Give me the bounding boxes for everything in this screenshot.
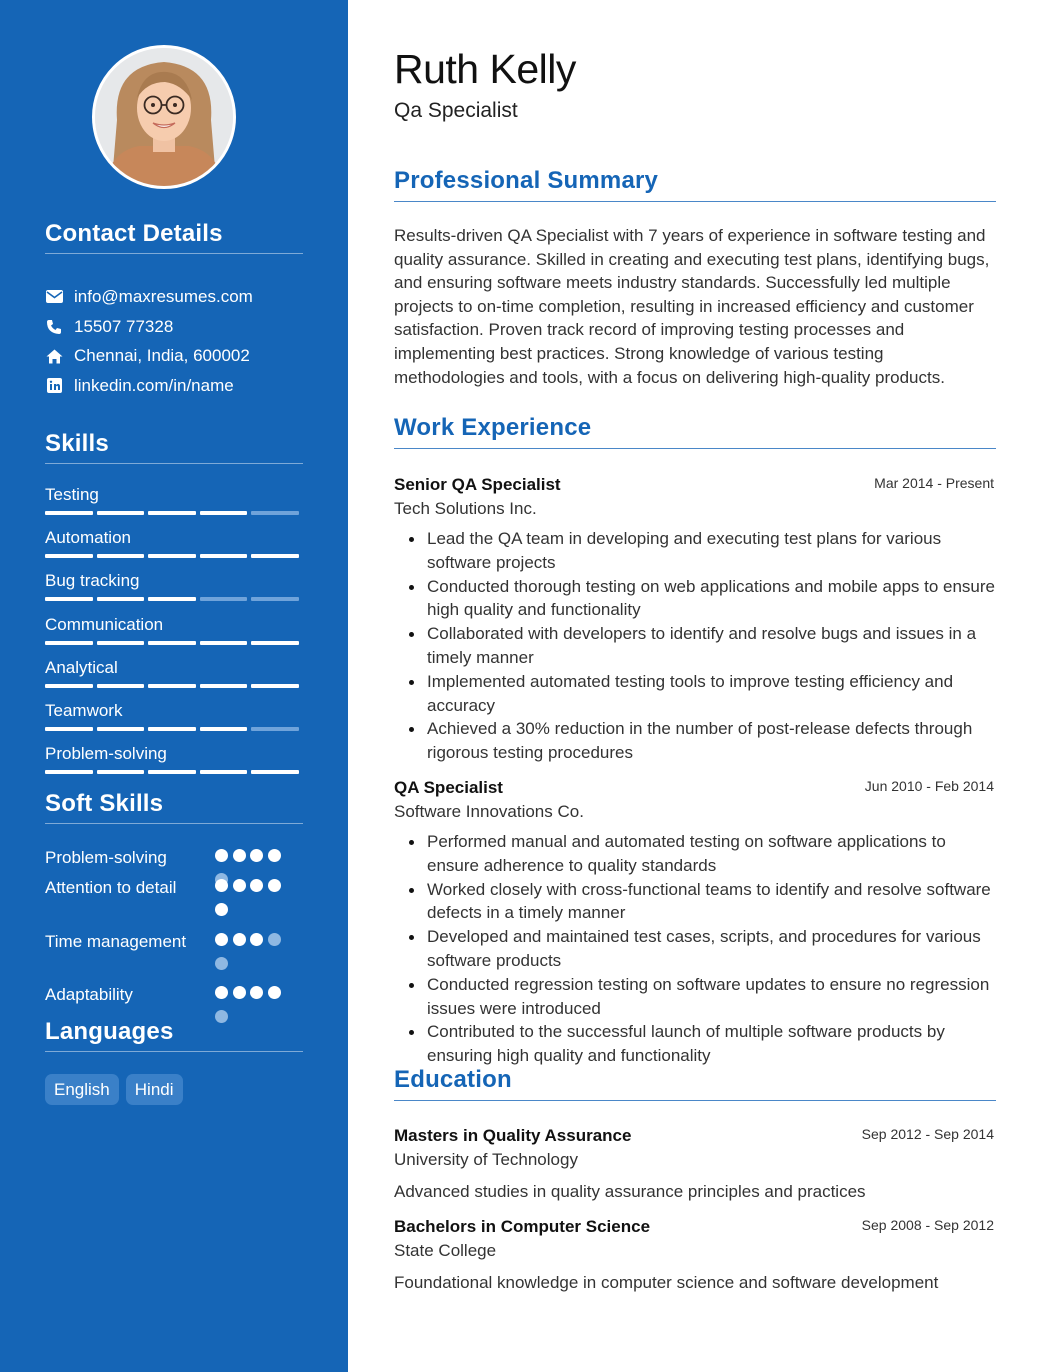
skill-item bbox=[45, 523, 303, 566]
soft-skills-title: Soft Skills bbox=[45, 790, 303, 824]
linkedin-icon bbox=[45, 377, 63, 395]
job-company: Tech Solutions Inc. bbox=[394, 499, 537, 518]
education-section bbox=[394, 1065, 996, 1101]
job-title: Senior QA Specialist bbox=[394, 475, 561, 494]
candidate-name: Ruth Kelly bbox=[394, 46, 576, 92]
rating-dot-empty bbox=[268, 933, 281, 946]
education-school: University of Technology bbox=[394, 1150, 578, 1169]
rating-dot-filled bbox=[233, 849, 246, 862]
job-title: QA Specialist bbox=[394, 778, 503, 797]
soft-skill-item bbox=[45, 868, 303, 922]
education-school: State College bbox=[394, 1241, 497, 1260]
job-entry bbox=[394, 776, 996, 1068]
contact-list bbox=[45, 282, 303, 401]
skill-name: Teamwork bbox=[45, 700, 123, 720]
candidate-role: Qa Specialist bbox=[394, 99, 518, 122]
rating-dot-filled bbox=[268, 849, 281, 862]
job-bullet: Achieved a 30% reduction in the number of post-release defects through rigorous testing procedures bbox=[394, 717, 996, 765]
contact-email[interactable] bbox=[45, 282, 303, 312]
rating-dot-filled bbox=[215, 903, 228, 916]
skill-segment-empty bbox=[251, 597, 299, 601]
rating-dot-filled bbox=[215, 986, 228, 999]
soft-skill-rating bbox=[215, 933, 291, 970]
skill-segment-filled bbox=[148, 684, 196, 688]
skill-segment-filled bbox=[200, 641, 248, 645]
rating-dot-filled bbox=[250, 879, 263, 892]
main-content bbox=[394, 0, 996, 1372]
rating-dot-filled bbox=[268, 879, 281, 892]
skill-segment-filled bbox=[45, 727, 93, 731]
soft-skill-item bbox=[45, 975, 303, 1005]
rating-dot-filled bbox=[233, 933, 246, 946]
skill-level-bar bbox=[45, 511, 299, 515]
skill-level-bar bbox=[45, 597, 299, 601]
languages-list bbox=[45, 1074, 303, 1105]
contact-address bbox=[45, 341, 303, 371]
summary-text: Results-driven QA Specialist with 7 years of experience in software testing and quality assurance. Skilled in creating and executing test plans, identifying bugs, and ensuring software meets industry standards. Successfully led multiple projects to on-time completion, resulting in increased efficiency and customer satisfaction. Proven track record of improving testing processes and implementing best practices. Strong knowledge of various testing methodologies and tools, with a focus on delivering high-quality products. bbox=[394, 226, 990, 387]
job-dates: Mar 2014 - Present bbox=[874, 475, 994, 491]
skill-segment-filled bbox=[148, 770, 196, 774]
rating-dot-filled bbox=[215, 849, 228, 862]
job-bullets bbox=[394, 527, 996, 765]
skill-segment-filled bbox=[200, 511, 248, 515]
rating-dot-filled bbox=[233, 879, 246, 892]
skill-segment-filled bbox=[148, 727, 196, 731]
skill-level-bar bbox=[45, 554, 299, 558]
education-description: Advanced studies in quality assurance principles and practices bbox=[394, 1182, 866, 1201]
skill-segment-filled bbox=[97, 511, 145, 515]
skill-item bbox=[45, 653, 303, 696]
contact-email-text: info@maxresumes.com bbox=[74, 286, 253, 306]
rating-dot-filled bbox=[250, 986, 263, 999]
skill-segment-filled bbox=[97, 770, 145, 774]
skill-level-bar bbox=[45, 727, 299, 731]
education-header bbox=[394, 1124, 996, 1148]
skill-name: Automation bbox=[45, 528, 131, 548]
contact-phone[interactable] bbox=[45, 312, 303, 342]
rating-dot-empty bbox=[215, 957, 228, 970]
skills-section bbox=[45, 430, 303, 782]
contact-title: Contact Details bbox=[45, 220, 303, 254]
education-entry bbox=[394, 1124, 996, 1203]
skill-segment-filled bbox=[200, 727, 248, 731]
education-degree: Masters in Quality Assurance bbox=[394, 1126, 632, 1145]
skill-segment-filled bbox=[148, 641, 196, 645]
language-tag: English bbox=[45, 1074, 119, 1105]
soft-skill-item bbox=[45, 922, 303, 976]
skill-segment-filled bbox=[251, 554, 299, 558]
skill-segment-filled bbox=[97, 641, 145, 645]
soft-skills-section bbox=[45, 790, 303, 1005]
skill-segment-filled bbox=[45, 684, 93, 688]
skills-title: Skills bbox=[45, 430, 303, 464]
languages-title: Languages bbox=[45, 1018, 303, 1052]
skill-segment-empty bbox=[251, 511, 299, 515]
job-header bbox=[394, 473, 996, 497]
contact-section bbox=[45, 220, 303, 401]
skill-segment-filled bbox=[97, 554, 145, 558]
skill-segment-filled bbox=[200, 554, 248, 558]
education-description: Foundational knowledge in computer science and software development bbox=[394, 1273, 939, 1292]
summary-section bbox=[394, 166, 996, 389]
job-entry bbox=[394, 473, 996, 765]
skill-item bbox=[45, 696, 303, 739]
soft-skill-item bbox=[45, 838, 303, 868]
skill-name: Analytical bbox=[45, 657, 118, 677]
education-dates: Sep 2012 - Sep 2014 bbox=[861, 1126, 994, 1142]
skill-segment-filled bbox=[200, 770, 248, 774]
job-dates: Jun 2010 - Feb 2014 bbox=[864, 778, 994, 794]
job-company: Software Innovations Co. bbox=[394, 802, 584, 821]
skill-name: Communication bbox=[45, 614, 164, 634]
education-title: Education bbox=[394, 1065, 996, 1101]
job-bullet: Worked closely with cross-functional teams to identify and resolve software defects in a timely manner bbox=[394, 878, 996, 926]
job-bullet: Contributed to the successful launch of multiple software products by ensuring high quality and functionality bbox=[394, 1020, 996, 1068]
phone-icon bbox=[45, 318, 63, 336]
soft-skills-list bbox=[45, 838, 303, 1005]
skill-segment-filled bbox=[148, 554, 196, 558]
job-bullet: Conducted regression testing on software updates to ensure no regression issues were introduced bbox=[394, 973, 996, 1021]
job-bullet: Performed manual and automated testing on software applications to ensure adherence to quality standards bbox=[394, 830, 996, 878]
job-bullet: Implemented automated testing tools to improve testing efficiency and accuracy bbox=[394, 670, 996, 718]
rating-dot-filled bbox=[233, 986, 246, 999]
contact-linkedin-text: linkedin.com/in/name bbox=[74, 375, 234, 395]
rating-dot-filled bbox=[215, 933, 228, 946]
skill-segment-empty bbox=[251, 727, 299, 731]
skill-segment-filled bbox=[45, 511, 93, 515]
skill-segment-filled bbox=[45, 597, 93, 601]
job-bullet: Collaborated with developers to identify and resolve bugs and issues in a timely manner bbox=[394, 622, 996, 670]
skill-item bbox=[45, 610, 303, 653]
skill-item bbox=[45, 480, 303, 523]
skill-item bbox=[45, 739, 303, 782]
skill-segment-filled bbox=[45, 770, 93, 774]
rating-dot-filled bbox=[250, 849, 263, 862]
skill-level-bar bbox=[45, 684, 299, 688]
soft-skill-name: Adaptability bbox=[45, 985, 133, 1004]
skill-name: Testing bbox=[45, 485, 99, 504]
rating-dot-filled bbox=[250, 933, 263, 946]
skill-segment-filled bbox=[251, 770, 299, 774]
contact-linkedin[interactable] bbox=[45, 371, 303, 401]
job-bullet: Lead the QA team in developing and executing test plans for various software projects bbox=[394, 527, 996, 575]
languages-section bbox=[45, 1018, 303, 1105]
skill-segment-filled bbox=[97, 684, 145, 688]
language-tag: Hindi bbox=[126, 1074, 183, 1105]
job-bullet: Conducted thorough testing on web applications and mobile apps to ensure high quality and functionality bbox=[394, 575, 996, 623]
sidebar bbox=[0, 0, 348, 1372]
contact-address-text: Chennai, India, 600002 bbox=[74, 346, 250, 366]
summary-title: Professional Summary bbox=[394, 166, 996, 202]
skill-name: Problem-solving bbox=[45, 744, 167, 764]
rating-dot-filled bbox=[268, 986, 281, 999]
home-icon bbox=[45, 347, 63, 365]
skill-item bbox=[45, 566, 303, 609]
skill-segment-filled bbox=[148, 511, 196, 515]
skill-segment-filled bbox=[148, 597, 196, 601]
job-header bbox=[394, 776, 996, 800]
education-header bbox=[394, 1215, 996, 1239]
skill-segment-filled bbox=[251, 641, 299, 645]
skill-segment-empty bbox=[200, 597, 248, 601]
soft-skill-name: Time management bbox=[45, 931, 187, 951]
soft-skill-name: Problem-solving bbox=[45, 848, 167, 867]
skill-segment-filled bbox=[251, 684, 299, 688]
experience-section bbox=[394, 413, 996, 449]
education-entry bbox=[394, 1215, 996, 1294]
skill-segment-filled bbox=[97, 727, 145, 731]
skills-list bbox=[45, 480, 303, 782]
profile-photo bbox=[92, 45, 236, 189]
skill-segment-filled bbox=[45, 554, 93, 558]
skill-level-bar bbox=[45, 641, 299, 645]
skill-level-bar bbox=[45, 770, 299, 774]
experience-title: Work Experience bbox=[394, 413, 996, 449]
job-bullets bbox=[394, 830, 996, 1068]
avatar-illustration bbox=[95, 48, 233, 186]
job-bullet: Developed and maintained test cases, scripts, and procedures for various software products bbox=[394, 925, 996, 973]
skill-segment-filled bbox=[45, 641, 93, 645]
contact-phone-text: 15507 77328 bbox=[74, 316, 174, 336]
skill-segment-filled bbox=[200, 684, 248, 688]
soft-skill-rating bbox=[215, 879, 291, 916]
skill-segment-filled bbox=[97, 597, 145, 601]
education-degree: Bachelors in Computer Science bbox=[394, 1217, 651, 1236]
envelope-icon bbox=[45, 288, 63, 306]
education-dates: Sep 2008 - Sep 2012 bbox=[861, 1217, 994, 1233]
rating-dot-filled bbox=[215, 879, 228, 892]
skill-name: Bug tracking bbox=[45, 571, 140, 591]
soft-skill-name: Attention to detail bbox=[45, 878, 177, 897]
